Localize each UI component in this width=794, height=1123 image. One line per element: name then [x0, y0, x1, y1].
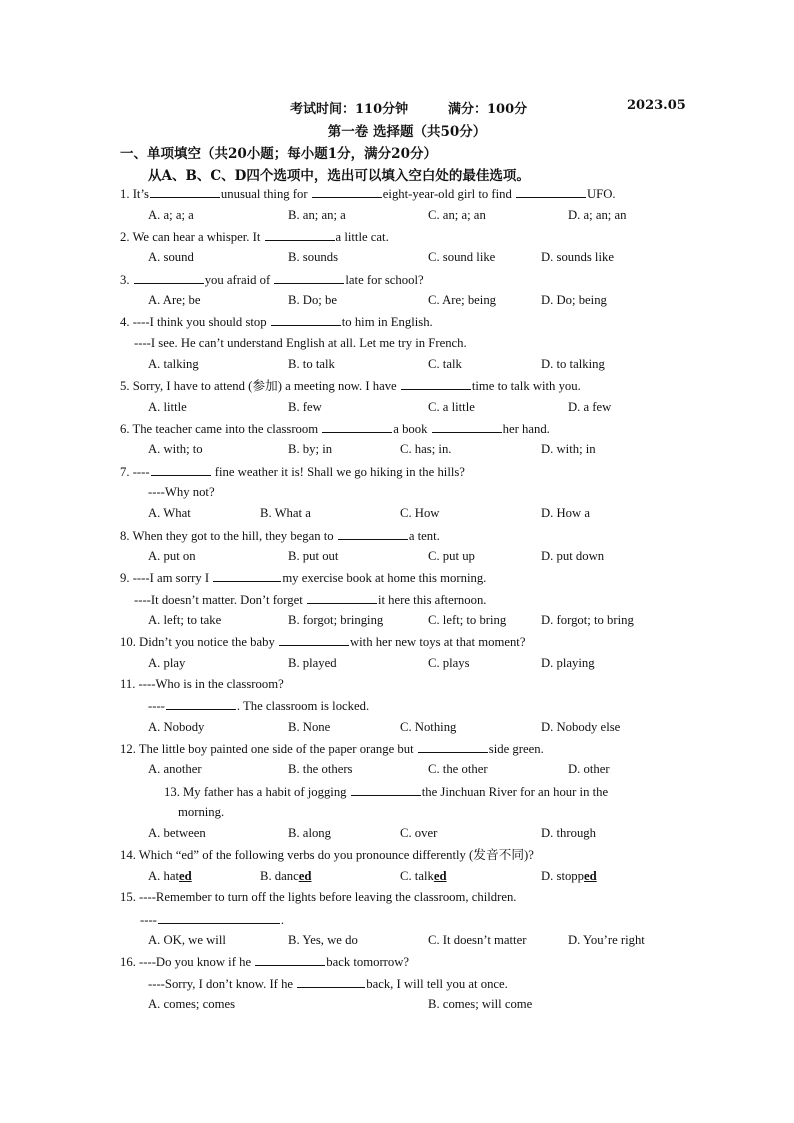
option: B. sounds	[288, 250, 339, 264]
blank	[432, 421, 502, 433]
option: D. through	[541, 826, 596, 840]
option: A. OK, we will	[148, 933, 226, 947]
section-title: 一、单项填空（共20小题；每小题1分，满分20分）	[120, 146, 437, 162]
option: B. None	[288, 720, 331, 734]
option: C. has; in.	[400, 442, 452, 456]
blank	[166, 698, 236, 710]
question-13-cont: morning.	[178, 805, 225, 819]
blank	[418, 741, 488, 753]
option: D. a few	[568, 400, 612, 414]
question-7-reply: ----Why not?	[148, 485, 215, 499]
question-12: 12. The little boy painted one side of the paper orange but side green.	[120, 742, 544, 756]
exam-date: 2023.05	[627, 98, 686, 113]
option: B. danced	[260, 869, 312, 883]
blank	[322, 421, 392, 433]
exam-header	[0, 98, 794, 116]
blank	[351, 784, 421, 796]
option: D. stopped	[541, 869, 597, 883]
option: B. few	[288, 400, 322, 414]
question-11-reply: ---- . The classroom is locked.	[148, 699, 370, 713]
blank	[255, 954, 325, 966]
option: D. a; an; an	[568, 208, 627, 222]
option: B. What a	[260, 506, 311, 520]
question-13: 13. My father has a habit of jogging the Jinchuan River for an hour in the	[164, 785, 609, 799]
option: D. with; in	[541, 442, 596, 456]
option: C. talked	[400, 869, 447, 883]
blank	[274, 272, 344, 284]
blank	[265, 229, 335, 241]
part-title: 第一卷 选择题（共50分）	[327, 124, 487, 140]
option: A. left; to take	[148, 613, 222, 627]
option: D. Do; being	[541, 293, 607, 307]
option: B. forgot; bringing	[288, 613, 384, 627]
blank	[134, 272, 204, 284]
option: B. to talk	[288, 357, 335, 371]
option: B. the others	[288, 762, 353, 776]
option: A. play	[148, 656, 186, 670]
option: D. You’re right	[568, 933, 645, 947]
option: B. by; in	[288, 442, 333, 456]
option: A. sound	[148, 250, 194, 264]
option: D. How a	[541, 506, 590, 520]
blank	[401, 378, 471, 390]
option: C. Nothing	[400, 720, 457, 734]
blank	[312, 186, 382, 198]
option: A. Are; be	[148, 293, 201, 307]
question-5: 5. Sorry, I have to attend (参加) a meeting now. I have time to talk with you.	[120, 379, 581, 393]
option: A. a; a; a	[148, 208, 194, 222]
option: C. talk	[428, 357, 462, 371]
exam-time: 考试时间：110分钟	[290, 102, 409, 117]
option: B. along	[288, 826, 331, 840]
option: D. to talking	[541, 357, 605, 371]
blank	[151, 464, 211, 476]
option: A. between	[148, 826, 206, 840]
blank	[279, 634, 349, 646]
option: C. over	[400, 826, 438, 840]
option: A. Nobody	[148, 720, 205, 734]
option: A. little	[148, 400, 187, 414]
question-9-reply: ----It doesn’t matter. Don’t forget it here this afternoon.	[134, 593, 487, 607]
option: D. forgot; to bring	[541, 613, 634, 627]
option: A. What	[148, 506, 191, 520]
option: B. played	[288, 656, 337, 670]
option: C. Are; being	[428, 293, 497, 307]
question-10: 10. Didn’t you notice the baby with her new toys at that moment?	[120, 635, 526, 649]
option: B. Do; be	[288, 293, 337, 307]
option: B. comes; will come	[428, 997, 533, 1011]
blank	[158, 912, 280, 924]
option: A. another	[148, 762, 202, 776]
option: A. with; to	[148, 442, 203, 456]
option: B. an; an; a	[288, 208, 346, 222]
blank	[516, 186, 586, 198]
question-1: 1. It’s unusual thing for eight-year-old girl to find UFO.	[120, 187, 616, 201]
option: C. It doesn’t matter	[428, 933, 527, 947]
question-16: 16. ----Do you know if he back tomorrow?	[120, 955, 410, 969]
question-15-reply: ---- .	[140, 913, 285, 927]
instruction: 从A、B、C、D四个选项中，选出可以填入空白处的最佳选项。	[148, 168, 530, 184]
option: B. put out	[288, 549, 339, 563]
question-3: 3. you afraid of late for school?	[120, 273, 424, 287]
option: C. sound like	[428, 250, 496, 264]
full-score: 满分：100分	[448, 102, 528, 117]
blank	[338, 528, 408, 540]
option: A. put on	[148, 549, 196, 563]
blank	[307, 592, 377, 604]
question-14: 14. Which “ed” of the following verbs do you pronounce differently (发音不同)?	[120, 848, 534, 862]
question-9: 9. ----I am sorry I my exercise book at home this morning.	[120, 571, 487, 585]
question-6: 6. The teacher came into the classroom a book her hand.	[120, 422, 550, 436]
option: D. put down	[541, 549, 605, 563]
option: C. the other	[428, 762, 488, 776]
question-7: 7. ---- fine weather it is! Shall we go hiking in the hills?	[120, 465, 465, 479]
blank	[213, 570, 281, 582]
option: D. other	[568, 762, 610, 776]
option: C. put up	[428, 549, 475, 563]
question-4-reply: ----I see. He can’t understand English at all. Let me try in French.	[134, 336, 467, 350]
question-2: 2. We can hear a whisper. It a little cat.	[120, 230, 389, 244]
question-4: 4. ----I think you should stop to him in English.	[120, 315, 433, 329]
option: A. talking	[148, 357, 199, 371]
option: C. How	[400, 506, 440, 520]
option: C. left; to bring	[428, 613, 507, 627]
option: D. Nobody else	[541, 720, 621, 734]
option: B. Yes, we do	[288, 933, 358, 947]
option: C. a little	[428, 400, 475, 414]
option: A. comes; comes	[148, 997, 236, 1011]
option: C. an; a; an	[428, 208, 486, 222]
blank	[297, 976, 365, 988]
question-11: 11. ----Who is in the classroom?	[120, 677, 284, 691]
option: D. playing	[541, 656, 595, 670]
question-8: 8. When they got to the hill, they began to a tent.	[120, 529, 440, 543]
blank	[150, 186, 220, 198]
question-16-reply: ----Sorry, I don’t know. If he back, I will tell you at once.	[148, 977, 508, 991]
option: D. sounds like	[541, 250, 614, 264]
option: A. hated	[148, 869, 192, 883]
blank	[271, 314, 341, 326]
question-15: 15. ----Remember to turn off the lights before leaving the classroom, children.	[120, 890, 517, 904]
option: C. plays	[428, 656, 470, 670]
